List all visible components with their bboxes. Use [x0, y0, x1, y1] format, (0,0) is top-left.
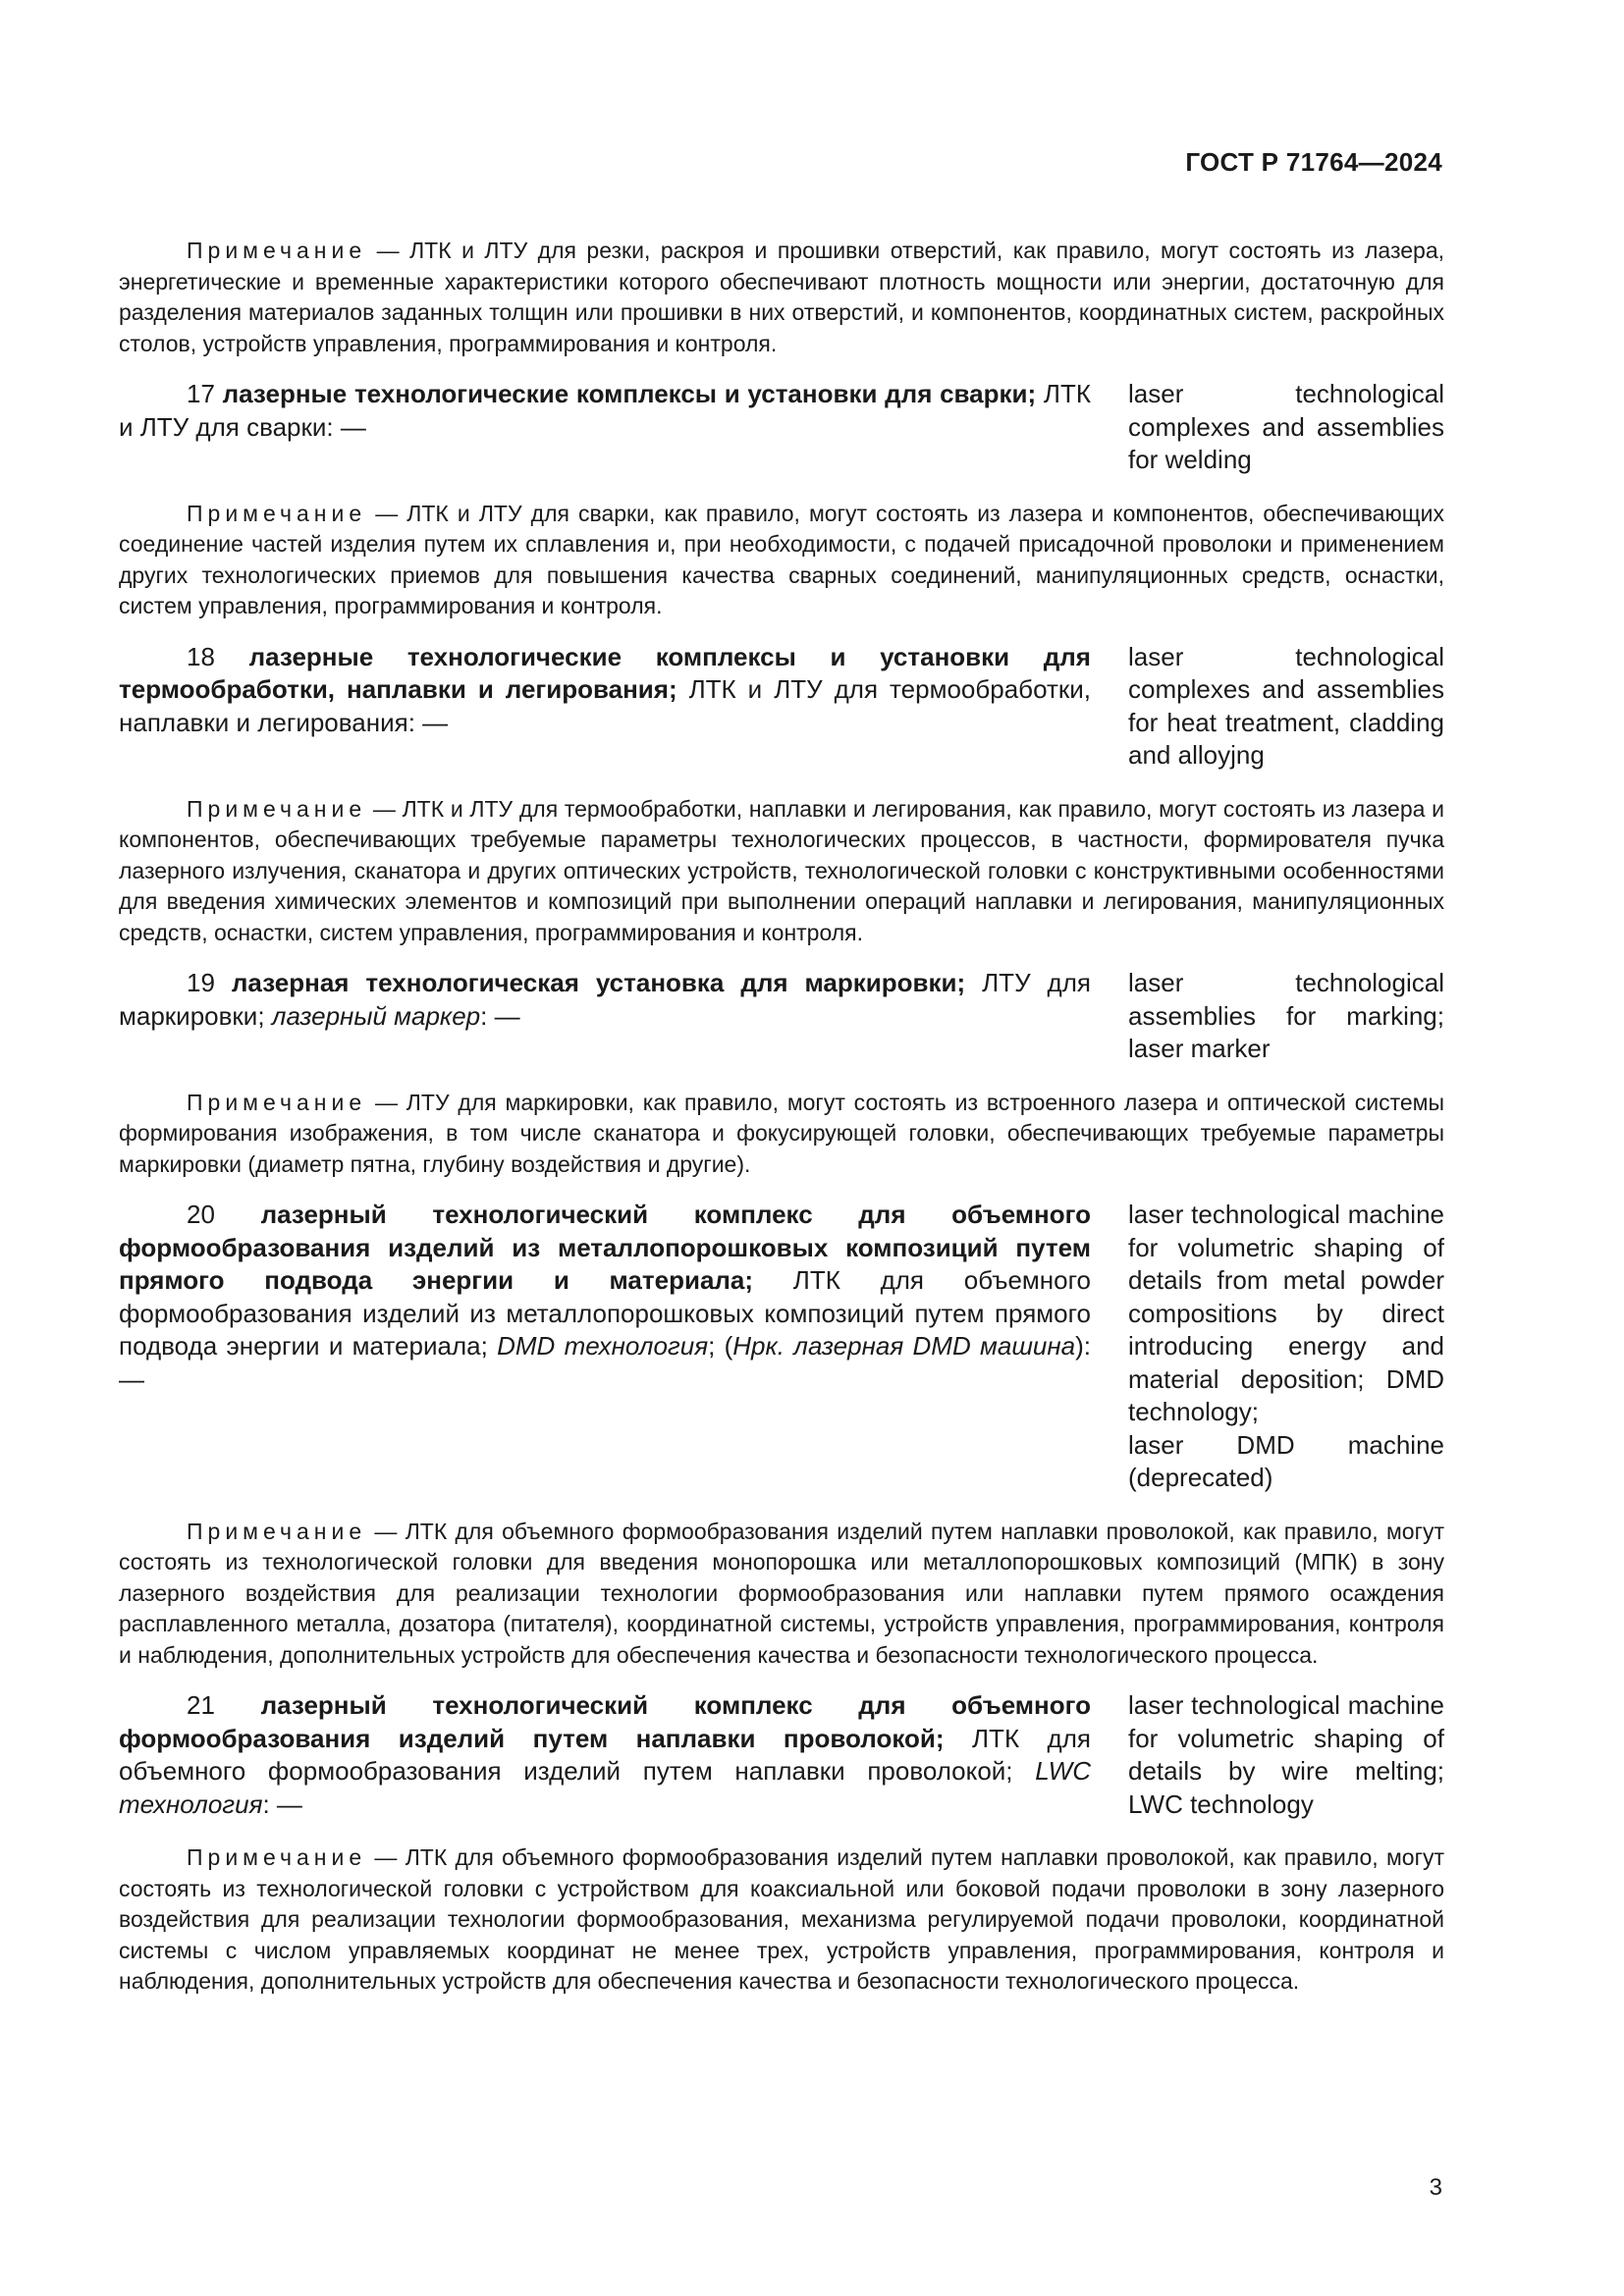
term-en: laser technological assemblies for marking; laser marker	[1128, 968, 1444, 1063]
term-en	[1128, 1199, 1444, 1495]
term-title: лазерный технологический комплекс для объемного формообразования изделий путем наплавки проволокой;	[119, 1690, 1091, 1753]
term-ru	[119, 378, 1091, 477]
note-text: — ЛТК и ЛТУ для термообработки, наплавки и легирования, как правило, могут состоять из лазера и компонентов, обеспечивающих требуемые параметры технологических процессов, в частности, формирователя пучка лазерного излучения, сканатора и других оптических устройств, технологической головки с конструктивными особенностями для введения химических элементов и композиций при выполнении операций наплавки и легирования, манипуляционных средств, оснастки, систем управления, программирования и контроля.	[119, 795, 1444, 945]
term-number: 17	[187, 379, 215, 408]
term-synonyms: ЛТУ для маркировки;	[119, 968, 1091, 1031]
term-number: 20	[187, 1200, 215, 1229]
note-label: Примечание	[187, 795, 367, 822]
note-text: — ЛТК для объемного формообразования изделий путем наплавки проволокой, как правило, могут состоять из технологической головки для введения монопорошка или металлопорошковых композиций (МПК) в зону лазерного воздействия для реализации технологии формообразования или наплавки путем прямого осаждения расплавленного металла, дозатора (питателя), координатной системы, устройств управления, программирования, контроля и наблюдения, дополнительных устройств для обеспечения качества и безопасности технологического процесса.	[119, 1518, 1444, 1668]
term-deprecated: Нрк. лазерная DMD машина	[732, 1331, 1076, 1361]
term-synonym-italic: DMD технология	[497, 1331, 709, 1361]
term-en-deprecated: laser DMD machine (deprecated)	[1128, 1429, 1444, 1492]
term-synonym-italic: LWC технология	[119, 1756, 1091, 1819]
term-en: laser technological machine for volumetric shaping of details by wire melting; LWC technology	[1128, 1690, 1444, 1819]
term-number: 19	[187, 968, 215, 997]
note-21	[119, 1842, 1444, 1998]
term-ru	[119, 641, 1091, 773]
note-19	[119, 1088, 1444, 1181]
term-synonyms: ЛТК для объемного формообразования изделий путем наплавки проволокой;	[119, 1723, 1091, 1786]
term-synonyms: ЛТК для объемного формообразования изделий из металлопорошковых композиций путем прямого подвода энергии и материала;	[119, 1265, 1091, 1361]
term-ru	[119, 967, 1091, 1066]
note-label: Примечание	[187, 1518, 367, 1544]
document-body	[119, 236, 1444, 1998]
term-synonym-italic: лазерный маркер	[271, 1000, 481, 1031]
term-number: 21	[187, 1690, 215, 1720]
term-19	[119, 967, 1444, 1066]
term-17	[119, 378, 1444, 477]
note-label: Примечание	[187, 238, 367, 263]
page-number: 3	[1429, 2174, 1442, 2201]
term-en: laser technological complexes and assemblies for heat treatment, cladding and alloyjng	[1128, 641, 1444, 770]
note-text: — ЛТК и ЛТУ для сварки, как правило, могут состоять из лазера и компонентов, обеспечивающих соединение частей изделия путем их сплавления и, при необходимости, с подачей присадочной проволоки и применением других технологических приемов для повышения качества сварных соединений, манипуляционных средств, оснастки, систем управления, программирования и контроля.	[119, 500, 1444, 618]
term-separator: ; (	[708, 1331, 733, 1361]
note-16	[119, 236, 1444, 359]
term-en-main: laser technological machine for volumetric shaping of details from metal powder compositions by direct introducing energy and material deposition; DMD technology;	[1128, 1200, 1444, 1426]
term-number: 18	[187, 641, 215, 671]
term-title: лазерный технологический комплекс для объемного формообразования изделий из металлопорошковых композиций путем прямого подвода энергии и материала;	[119, 1200, 1091, 1295]
note-text: — ЛТУ для маркировки, как правило, могут состоять из встроенного лазера и оптической системы формирования изображения, в том числе сканатора и фокусирующей головки, обеспечивающих требуемые параметры маркировки (диаметр пятна, глубину воздействия и другие).	[119, 1089, 1444, 1177]
term-synonyms: ЛТК и ЛТУ для термообработки, наплавки и легирования: —	[119, 674, 1091, 737]
term-dash: ): —	[119, 1331, 1092, 1394]
note-label: Примечание	[187, 1089, 367, 1115]
document-header: ГОСТ Р 71764—2024	[1185, 147, 1442, 177]
term-18	[119, 641, 1444, 773]
term-title: лазерная технологическая установка для маркировки;	[231, 968, 966, 997]
note-17	[119, 499, 1444, 622]
note-label: Примечание	[187, 500, 367, 526]
term-ru	[119, 1689, 1091, 1821]
term-20	[119, 1199, 1444, 1495]
term-synonyms: ЛТК и ЛТУ для сварки: —	[119, 379, 1091, 442]
term-dash: : —	[262, 1789, 302, 1819]
note-text: — ЛТК и ЛТУ для резки, раскроя и прошивки отверстий, как правило, могут состоять из лазера, энергетические и временные характеристики которого обеспечивают плотность мощности или энергии, достаточную для разделения материалов заданных толщин или прошивки в них отверстий, и компонентов, координатных систем, раскройных столов, устройств управления, программирования и контроля.	[119, 238, 1444, 356]
term-title: лазерные технологические комплексы и установки для термообработки, наплавки и легирования;	[119, 641, 1091, 704]
term-ru	[119, 1199, 1091, 1495]
note-20	[119, 1517, 1444, 1672]
term-21	[119, 1689, 1444, 1821]
note-18	[119, 794, 1444, 949]
term-en: laser technological complexes and assemblies for welding	[1128, 379, 1444, 474]
note-label: Примечание	[187, 1844, 367, 1870]
term-dash: : —	[480, 1000, 520, 1031]
note-text: — ЛТК для объемного формообразования изделий путем наплавки проволокой, как правило, могут состоять из технологической головки с устройством для коаксиальной или боковой подачи проволоки в зону лазерного воздействия для реализации технологии формообразования, механизма регулируемой подачи проволоки, координатной системы с числом управляемых координат не менее трех, устройств управления, программирования, контроля и наблюдения, дополнительных устройств для обеспечения качества и безопасности технологического процесса.	[119, 1844, 1444, 1994]
term-title: лазерные технологические комплексы и установки для сварки;	[222, 379, 1037, 408]
